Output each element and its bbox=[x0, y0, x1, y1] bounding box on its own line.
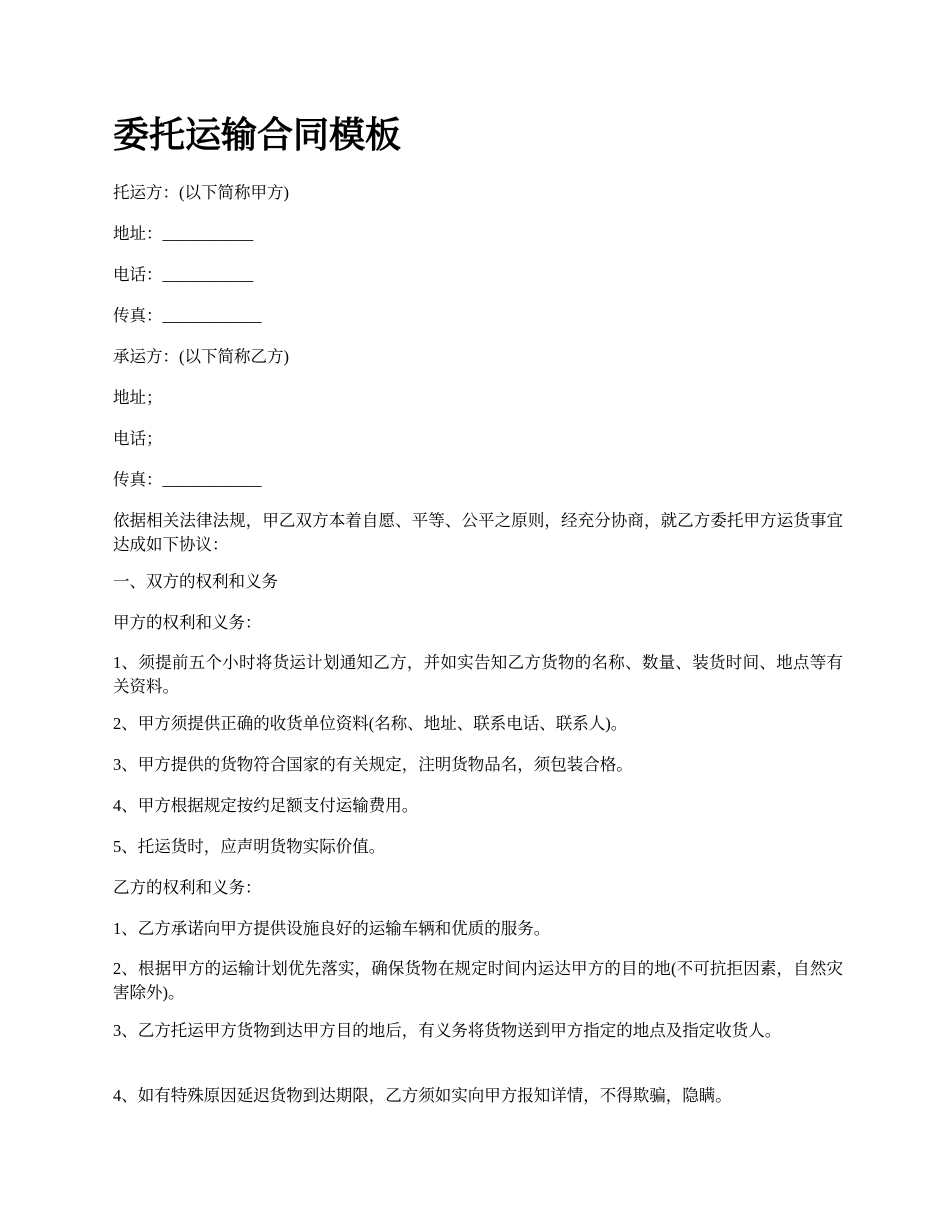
party-b-duties-heading: 乙方的权利和义务： bbox=[113, 878, 262, 897]
shipper-fax-field: 传真：____________ bbox=[113, 306, 262, 325]
party-b-clause-3: 3、乙方托运甲方货物到达甲方目的地后，有义务将货物送到甲方指定的地点及指定收货人。 bbox=[113, 1021, 782, 1040]
party-b-clause-1: 1、乙方承诺向甲方提供设施良好的运输车辆和优质的服务。 bbox=[113, 919, 551, 938]
section-heading: 一、双方的权利和义务 bbox=[113, 572, 278, 591]
party-a-clause-3: 3、甲方提供的货物符合国家的有关规定，注明货物品名，须包装合格。 bbox=[113, 755, 633, 774]
party-a-clause-5: 5、托运货时，应声明货物实际价值。 bbox=[113, 837, 386, 856]
document-page bbox=[113, 0, 843, 1230]
party-a-clause-1: 1、须提前五个小时将货运计划通知乙方，并如实告知乙方货物的名称、数量、装货时间、地点等有关资料。 bbox=[113, 653, 843, 696]
carrier-phone-field: 电话； bbox=[113, 429, 163, 448]
party-b-clause-2: 2、根据甲方的运输计划优先落实，确保货物在规定时间内运达甲方的目的地(不可抗拒因素，自然灾害除外)。 bbox=[113, 959, 843, 1002]
carrier-fax-field: 传真：____________ bbox=[113, 470, 262, 489]
document-title: 委托运输合同模板 bbox=[113, 115, 402, 156]
carrier-heading: 承运方：(以下简称乙方) bbox=[113, 347, 289, 366]
party-a-clause-2: 2、甲方须提供正确的收货单位资料(名称、地址、联系电话、联系人)。 bbox=[113, 714, 628, 733]
party-a-clause-4: 4、甲方根据规定按约足额支付运输费用。 bbox=[113, 796, 419, 815]
party-b-clause-4: 4、如有特殊原因延迟货物到达期限，乙方须如实向甲方报知详情，不得欺骗，隐瞒。 bbox=[113, 1086, 732, 1105]
shipper-address-field: 地址：___________ bbox=[113, 224, 254, 243]
preamble-paragraph: 依据相关法律法规，甲乙双方本着自愿、平等、公平之原则，经充分协商，就乙方委托甲方运货事宜达成如下协议： bbox=[113, 511, 843, 554]
carrier-address-field: 地址； bbox=[113, 388, 163, 407]
party-a-duties-heading: 甲方的权利和义务： bbox=[113, 613, 262, 632]
shipper-phone-field: 电话：___________ bbox=[113, 265, 254, 284]
shipper-heading: 托运方：(以下简称甲方) bbox=[113, 183, 289, 202]
